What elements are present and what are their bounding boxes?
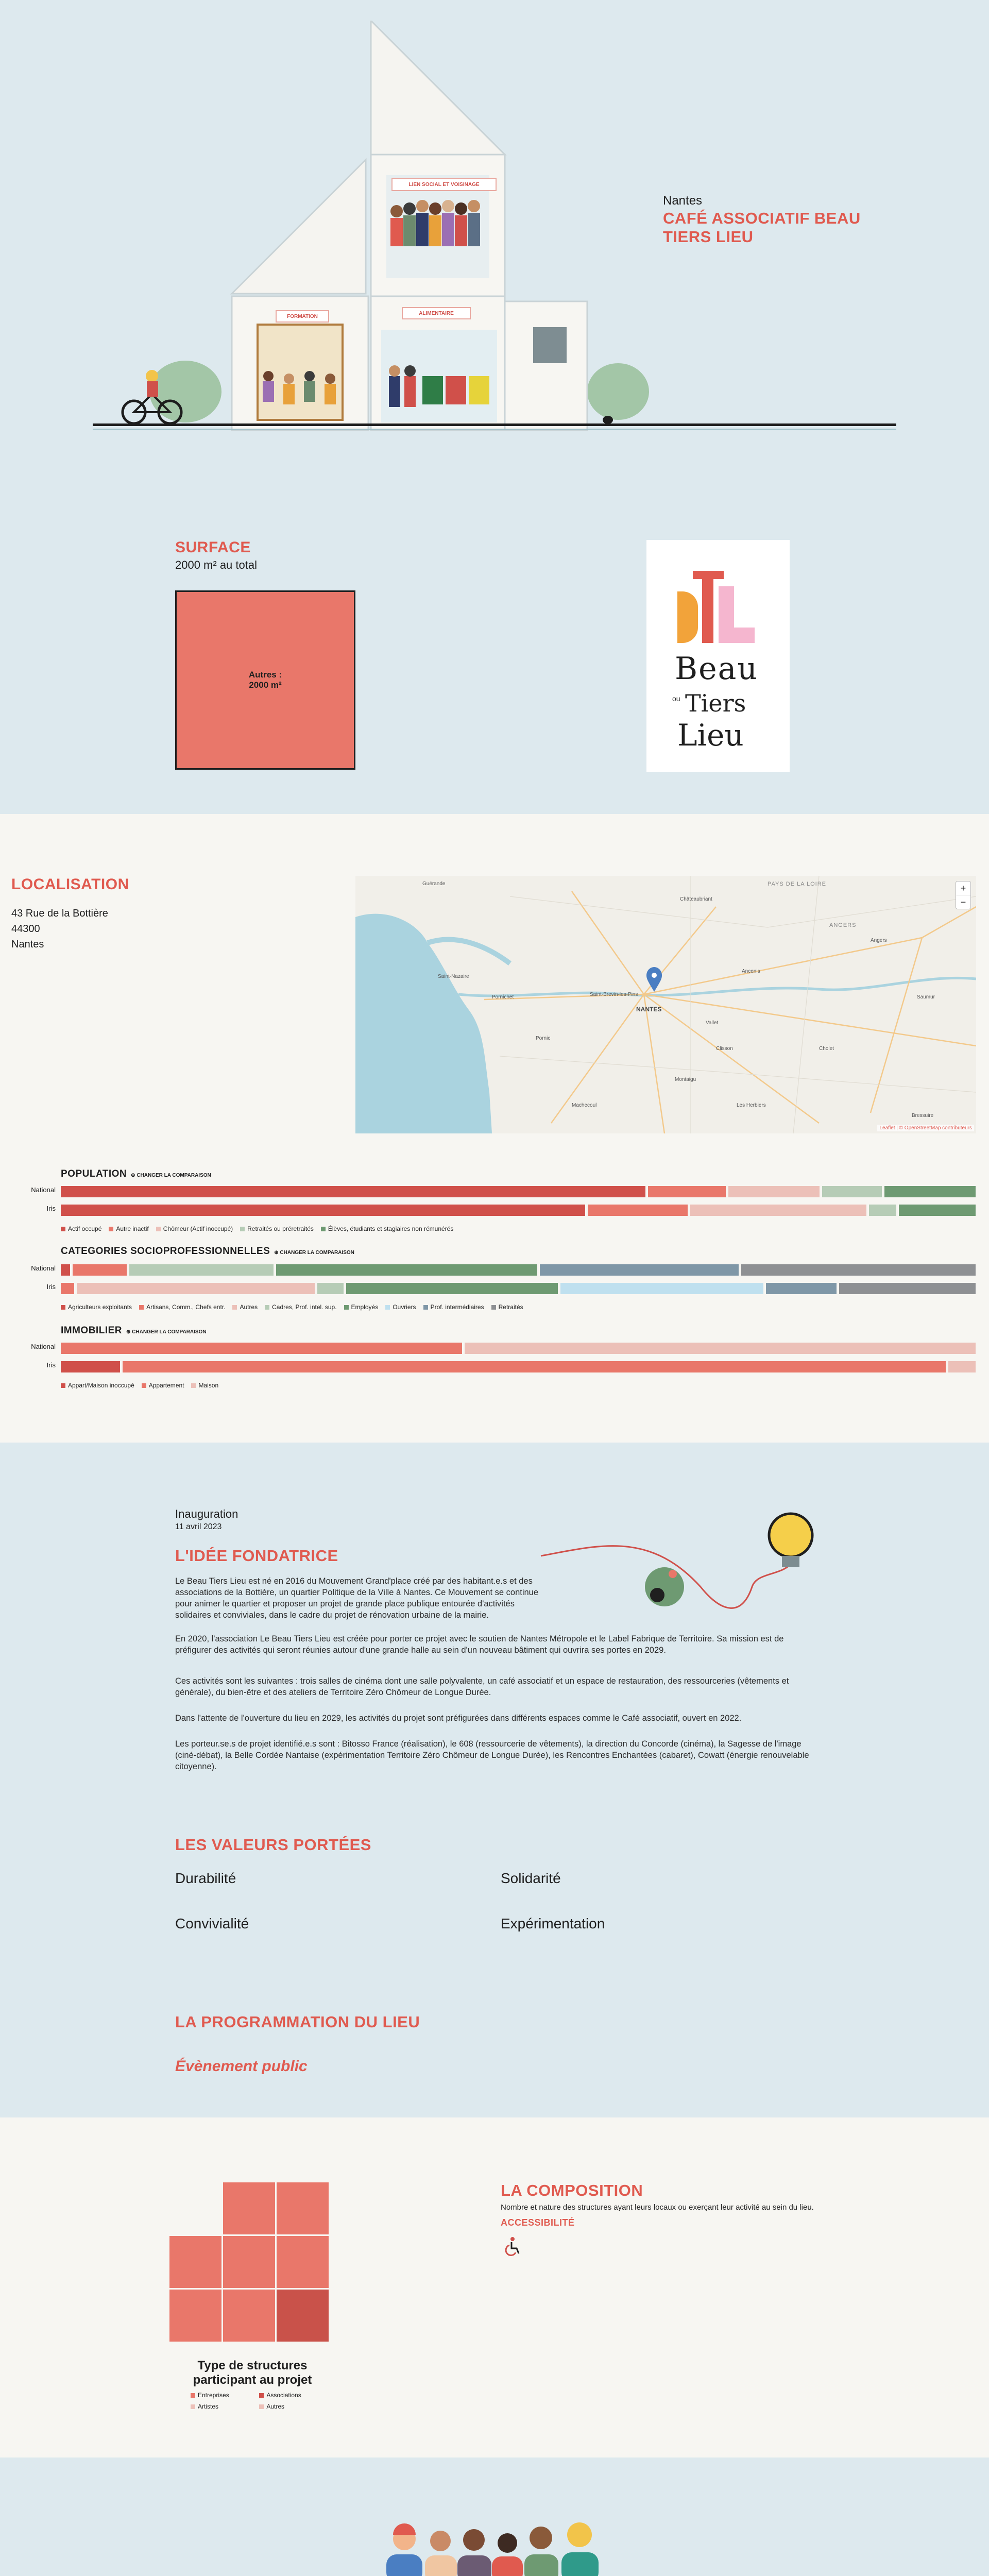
surface-box bbox=[175, 590, 355, 770]
bar-segment bbox=[869, 1205, 896, 1216]
roof-tower bbox=[371, 21, 505, 155]
logo-mark bbox=[677, 571, 760, 643]
bar-segment bbox=[61, 1205, 585, 1216]
composition-chart-title: Type de structures participant au projet bbox=[193, 2359, 312, 2387]
idee-paragraph-5: Les porteur.se.s de projet identifié.e.s sont : Bitosso France (réalisation), le 608 (ressourcerie de vêtements), la direction du Concorde (cinéma), la Sagesse de l'image (ciné-débat), la Belle Cordée Nantaise (expérimentation Territoire Zéro Chômeur de Longue Durée), les Rencontres Enchantées (cabaret), Cowatt (énergie renouvelable citoyenne). bbox=[175, 1739, 809, 1771]
map-place-label: Saumur bbox=[917, 994, 935, 1000]
map-place-label: Châteaubriant bbox=[680, 896, 712, 902]
grid-cell bbox=[169, 2290, 221, 2342]
address-line3: Nantes bbox=[11, 939, 44, 950]
map-place-label: Bressuire bbox=[912, 1113, 934, 1118]
idee-paragraph-2: En 2020, l'association Le Beau Tiers Lieu est créée pour porter ce projet avec le soutien de Nantes Métropole et le Label Fabrique de Territoire. Sa mission est de préfigurer des activités qui seront réunies autour d'une grande halle au sein d'un nouveau bâtiment qui ouvrira ses portes en 2029. bbox=[175, 1634, 784, 1655]
grid-cell bbox=[277, 2290, 329, 2342]
grid-cell bbox=[169, 2236, 221, 2288]
loire-river bbox=[458, 978, 976, 996]
programmation-item: Évènement public bbox=[175, 2058, 308, 2075]
bar-segment bbox=[728, 1186, 820, 1197]
composition-section bbox=[0, 2117, 989, 2458]
valeurs-title: LES VALEURS PORTÉES bbox=[175, 1836, 371, 1854]
address-line2: 44300 bbox=[11, 923, 40, 935]
bar-segment bbox=[741, 1264, 976, 1276]
bar-segment bbox=[317, 1283, 344, 1294]
immobilier-legend bbox=[61, 1382, 218, 1389]
window-annex bbox=[533, 327, 567, 363]
legend-item: Appart/Maison inoccupé bbox=[61, 1382, 134, 1389]
people-group-tower bbox=[390, 200, 480, 246]
map-tiles bbox=[355, 876, 976, 1133]
grid-cell bbox=[277, 2236, 329, 2288]
roof-left bbox=[232, 160, 366, 294]
inauguration-label: Inauguration bbox=[175, 1507, 238, 1520]
map-place-label: Vallet bbox=[706, 1020, 719, 1026]
composition-title: LA COMPOSITION bbox=[501, 2181, 643, 2199]
row-label-iris: Iris bbox=[46, 1205, 56, 1212]
grid-cell bbox=[277, 2182, 329, 2234]
bar-segment bbox=[766, 1283, 837, 1294]
compare-button[interactable]: ⊕ CHANGER LA COMPARAISON bbox=[131, 1173, 211, 1178]
idee-section bbox=[0, 1443, 989, 2117]
immobilier-bar-iris bbox=[61, 1361, 976, 1372]
bar-segment bbox=[129, 1264, 274, 1276]
grid-cell bbox=[223, 2236, 275, 2288]
map-place-label: Guérande bbox=[422, 881, 446, 887]
legend-item: Appartement bbox=[142, 1382, 184, 1389]
grid-cell bbox=[223, 2290, 275, 2342]
legend-item: Retraités ou préretraités bbox=[240, 1225, 314, 1232]
map-place-label: Angers bbox=[871, 938, 887, 943]
people-illustration bbox=[376, 2514, 613, 2576]
valeur-item: Expérimentation bbox=[501, 1916, 605, 1931]
hero-title-line2: TIERS LIEU bbox=[663, 228, 754, 246]
csp-title: CATEGORIES SOCIOPROFESSIONNELLES ⊕ CHANGER LA COMPARAISON bbox=[61, 1246, 354, 1257]
hero-city: Nantes bbox=[663, 194, 703, 208]
wheelchair-icon bbox=[502, 2236, 523, 2257]
bar-segment bbox=[839, 1283, 976, 1294]
valeur-item: Solidarité bbox=[501, 1870, 561, 1886]
ground-line-water bbox=[93, 429, 896, 430]
legend-item: Actif occupé bbox=[61, 1225, 101, 1232]
zoom-out-button[interactable]: − bbox=[960, 897, 966, 907]
legend-item: Ouvriers bbox=[385, 1303, 416, 1311]
bar-segment bbox=[899, 1205, 976, 1216]
annex-body bbox=[505, 301, 587, 430]
legend-item: Artisans, Comm., Chefs entr. bbox=[139, 1303, 225, 1311]
legend-item: Maison bbox=[191, 1382, 218, 1389]
csp-bar-iris bbox=[61, 1283, 976, 1294]
bar-segment bbox=[61, 1264, 70, 1276]
sea-area bbox=[355, 914, 492, 1133]
legend-item: Retraités bbox=[491, 1303, 523, 1311]
legend-item: Élèves, étudiants et stagiaires non rémunérés bbox=[321, 1225, 453, 1232]
csp-legend bbox=[61, 1303, 523, 1311]
legend-item: Prof. intermédiaires bbox=[423, 1303, 484, 1311]
map-place-label: Cholet bbox=[819, 1046, 834, 1052]
legend-item: Artistes bbox=[191, 2403, 258, 2410]
idee-title: L'IDÉE FONDATRICE bbox=[175, 1547, 338, 1565]
map-place-label: Saint-Brevin-les-Pins bbox=[590, 992, 638, 997]
legend-item: Autres bbox=[232, 1303, 258, 1311]
population-legend bbox=[61, 1225, 453, 1232]
population-bar-iris bbox=[61, 1205, 976, 1216]
bar-segment bbox=[61, 1186, 645, 1197]
compare-button[interactable]: ⊕ CHANGER LA COMPARAISON bbox=[274, 1250, 354, 1256]
surface-title: SURFACE bbox=[175, 539, 251, 556]
bar-segment bbox=[346, 1283, 558, 1294]
legend-item: Associations bbox=[259, 2392, 326, 2399]
grid-cell bbox=[223, 2182, 275, 2234]
logo-word-tiers: Tiers bbox=[685, 689, 746, 717]
population-title: POPULATION ⊕ CHANGER LA COMPARAISON bbox=[61, 1168, 211, 1179]
immobilier-bar-national bbox=[61, 1343, 976, 1354]
hero-section bbox=[0, 0, 989, 495]
bar-segment bbox=[276, 1264, 538, 1276]
accessibilite-title: ACCESSIBILITÉ bbox=[501, 2217, 575, 2228]
bar-segment bbox=[884, 1186, 976, 1197]
hero-title-line1: CAFÉ ASSOCIATIF BEAU bbox=[663, 209, 861, 227]
bar-segment bbox=[588, 1205, 687, 1216]
immobilier-title: IMMOBILIER ⊕ CHANGER LA COMPARAISON bbox=[61, 1325, 207, 1336]
legend-item: Autres bbox=[259, 2403, 326, 2410]
ground-line bbox=[93, 423, 896, 426]
map-place-label: Saint-Nazaire bbox=[438, 974, 469, 979]
lightbulb-icon bbox=[769, 1514, 812, 1557]
bar-segment bbox=[123, 1361, 946, 1372]
map-place-label: Pornichet bbox=[492, 994, 514, 1000]
csp-bar-national bbox=[61, 1264, 976, 1276]
idee-paragraph-4: Dans l'attente de l'ouverture du lieu en 2029, les activités du projet sont préfigurées dans différents espaces comme le Café associatif, ouvert en 2022. bbox=[175, 1714, 742, 1723]
surface-box-label: Autres : bbox=[248, 670, 282, 680]
map-attribution[interactable]: Leaflet | © OpenStreetMap contributeurs bbox=[877, 1125, 974, 1131]
legend-item: Entreprises bbox=[191, 2392, 258, 2399]
lightbulb-illustration bbox=[536, 1504, 824, 1633]
idee-paragraph-1: Le Beau Tiers Lieu est né en 2016 du Mouvement Grand'place créé par des habitant.e.s et des associations de la Bottière, un quartier Politique de la Ville à Nantes. Ce Mouvement se continue pour animer le quartier et proposer un projet de grande place publique entourée d'activités solidaires et conviviales, dans le cadre du projet de rénovation urbaine de la mairie. bbox=[175, 1577, 539, 1620]
row-label-national: National bbox=[31, 1264, 56, 1272]
map-place-label: Montaigu bbox=[675, 1077, 696, 1082]
logo-word-small: ou bbox=[672, 694, 680, 703]
bar-segment bbox=[61, 1343, 462, 1354]
bar-segment bbox=[648, 1186, 726, 1197]
bar-segment bbox=[61, 1283, 74, 1294]
idee-paragraph-3: Ces activités sont les suivantes : trois salles de cinéma dont une salle polyvalente, un café associatif et un espace de restauration, des ressourceries (vêtements et générale), du bien-être et des ateliers de Territoire Zéro Chômeur de Longue Durée. bbox=[175, 1676, 789, 1697]
legend-item: Autre inactif bbox=[109, 1225, 148, 1232]
cat-icon bbox=[603, 416, 613, 424]
surface-total: 2000 m² au total bbox=[175, 558, 257, 571]
composition-subtitle: Nombre et nature des structures ayant leurs locaux ou exerçant leur activité au sein du lieu. bbox=[501, 2203, 814, 2212]
map-place-label: Les Herbiers bbox=[737, 1103, 766, 1108]
row-label-iris: Iris bbox=[46, 1361, 56, 1369]
map-region-label: ANGERS bbox=[829, 922, 857, 928]
map-place-label: Ancenis bbox=[742, 969, 760, 974]
bar-segment bbox=[73, 1264, 127, 1276]
programmation-title: LA PROGRAMMATION DU LIEU bbox=[175, 2013, 420, 2031]
bar-segment bbox=[540, 1264, 738, 1276]
map-region-label: PAYS DE LA LOIRE bbox=[768, 881, 827, 887]
row-label-national: National bbox=[31, 1343, 56, 1350]
population-bar-national bbox=[61, 1186, 976, 1197]
row-label-iris: Iris bbox=[46, 1283, 56, 1291]
map[interactable] bbox=[355, 876, 976, 1133]
row-label-national: National bbox=[31, 1186, 56, 1194]
bar-segment bbox=[61, 1361, 120, 1372]
sign-alimentaire: ALIMENTAIRE bbox=[402, 307, 471, 319]
bar-segment bbox=[948, 1361, 976, 1372]
sign-social: LIEN SOCIAL ET VOISINAGE bbox=[391, 178, 497, 191]
legend-item: Chômeur (Actif inoccupé) bbox=[156, 1225, 233, 1232]
bush-right bbox=[587, 363, 649, 420]
valeur-item: Durabilité bbox=[175, 1870, 236, 1886]
legend-item: Employés bbox=[344, 1303, 379, 1311]
composition-legend bbox=[191, 2392, 335, 2410]
bar-segment bbox=[690, 1205, 866, 1216]
surface-box-value: 2000 m² bbox=[249, 680, 282, 690]
legend-item: Agriculteurs exploitants bbox=[61, 1303, 132, 1311]
address-line1: 43 Rue de la Bottière bbox=[11, 908, 108, 919]
bar-segment bbox=[77, 1283, 315, 1294]
localisation-title: LOCALISATION bbox=[11, 876, 129, 893]
inauguration-date: 11 avril 2023 bbox=[175, 1522, 222, 1531]
map-place-label: Machecoul bbox=[572, 1103, 597, 1108]
logo-word-beau: Beau bbox=[675, 651, 759, 687]
legend-item: Cadres, Prof. intel. sup. bbox=[265, 1303, 336, 1311]
zoom-in-button[interactable]: + bbox=[956, 882, 970, 895]
bar-segment bbox=[465, 1343, 976, 1354]
bar-segment bbox=[560, 1283, 763, 1294]
bar-segment bbox=[822, 1186, 881, 1197]
map-zoom-control bbox=[956, 881, 971, 909]
surface-section bbox=[0, 495, 989, 814]
map-marker-label: NANTES bbox=[636, 1006, 662, 1013]
map-place-label: Pornic bbox=[536, 1036, 551, 1041]
compare-button[interactable]: ⊕ CHANGER LA COMPARAISON bbox=[126, 1329, 207, 1335]
map-place-label: Clisson bbox=[716, 1046, 733, 1052]
valeur-item: Convivialité bbox=[175, 1916, 249, 1931]
sign-formation: FORMATION bbox=[276, 310, 329, 323]
logo-card bbox=[646, 540, 790, 772]
logo-word-lieu: Lieu bbox=[677, 718, 744, 753]
